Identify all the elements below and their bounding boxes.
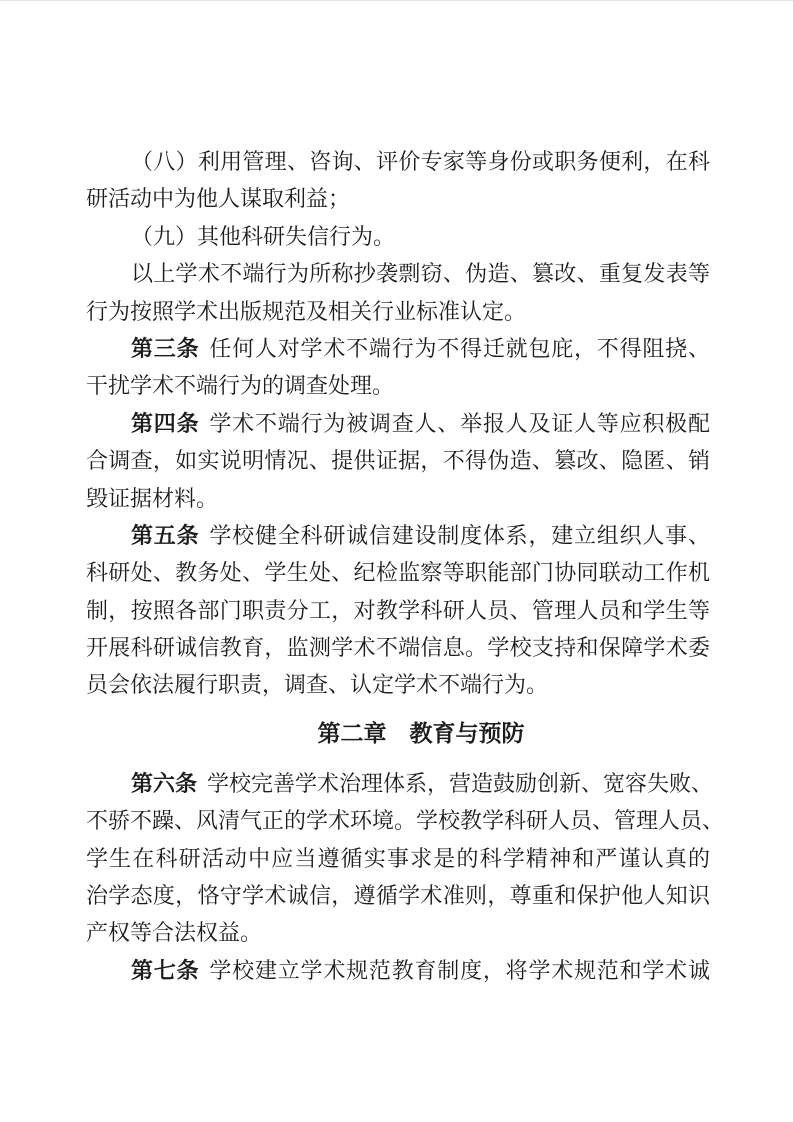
line-text: 员会依法履行职责，调查、认定学术不端行为。	[86, 673, 549, 699]
scan-edge-line	[0, 0, 793, 1]
document-line	[86, 841, 710, 878]
line-text: 科研处、教务处、学生处、纪检监察等职能部门协同联动工作机	[86, 561, 710, 587]
line-text: 学校健全科研诚信建设制度体系，建立组织人事、	[209, 523, 710, 549]
document-line	[86, 406, 710, 443]
document-line	[86, 294, 710, 331]
line-text: （八）利用管理、咨询、评价专家等身份或职务便利，在科	[131, 150, 710, 175]
document-line	[86, 878, 710, 915]
document-line	[86, 803, 725, 840]
document-line	[86, 518, 710, 555]
document-line	[86, 331, 710, 368]
document-text-column	[86, 144, 725, 990]
document-line	[86, 144, 710, 181]
chapter-heading	[86, 715, 710, 753]
document-line	[86, 766, 714, 803]
document-line	[86, 630, 710, 667]
line-text: 学术不端行为被调查人、举报人及证人等应积极配	[209, 411, 710, 437]
line-text: （九）其他科研失信行为。	[131, 224, 396, 250]
line-text: 学校建立学术规范教育制度，将学术规范和学术诚	[209, 958, 710, 984]
article-number: 第六条	[131, 770, 198, 797]
line-text: 学生在科研活动中应当遵循实事求是的科学精神和严谨认真的	[86, 846, 710, 872]
line-text: 学校完善学术治理体系，营造鼓励创新、宽容失败、	[207, 771, 714, 797]
document-line	[86, 368, 710, 405]
document-line	[86, 443, 710, 480]
document-line	[86, 915, 710, 952]
document-line	[86, 219, 710, 256]
line-text: 毁证据材料。	[86, 486, 219, 512]
document-line	[86, 256, 710, 293]
document-line	[86, 953, 710, 990]
line-text: 不骄不躁、风清气正的学术环境。学校教学科研人员、管理人员、	[86, 809, 725, 835]
document-line	[86, 481, 710, 518]
line-text: 研活动中为他人谋取利益；	[86, 187, 351, 213]
line-text: 干扰学术不端行为的调查处理。	[86, 374, 395, 400]
article-number: 第三条	[131, 335, 200, 362]
line-text: 以上学术不端行为所称抄袭剽窃、伪造、篡改、重复发表等	[131, 262, 710, 288]
line-text: 行为按照学术出版规范及相关行业标准认定。	[86, 299, 527, 325]
document-line	[86, 555, 710, 592]
line-text: 制，按照各部门职责分工，对教学科研人员、管理人员和学生等	[86, 598, 710, 624]
document-line	[86, 667, 710, 704]
article-number: 第四条	[131, 410, 200, 437]
article-number: 第七条	[131, 957, 200, 984]
line-text: 任何人对学术不端行为不得迁就包庇，不得阻挠、	[209, 336, 710, 362]
document-line	[86, 181, 710, 218]
article-number: 第五条	[131, 522, 200, 549]
chapter-heading-text: 第二章 教育与预防	[317, 720, 525, 747]
line-text: 治学态度，恪守学术诚信，遵循学术准则，尊重和保护他人知识	[86, 884, 710, 910]
line-text: 产权等合法权益。	[86, 921, 263, 947]
document-line	[86, 593, 710, 630]
line-text: 合调查，如实说明情况、提供证据，不得伪造、篡改、隐匿、销	[86, 449, 710, 475]
line-text: 开展科研诚信教育，监测学术不端信息。学校支持和保障学术委	[86, 636, 710, 662]
